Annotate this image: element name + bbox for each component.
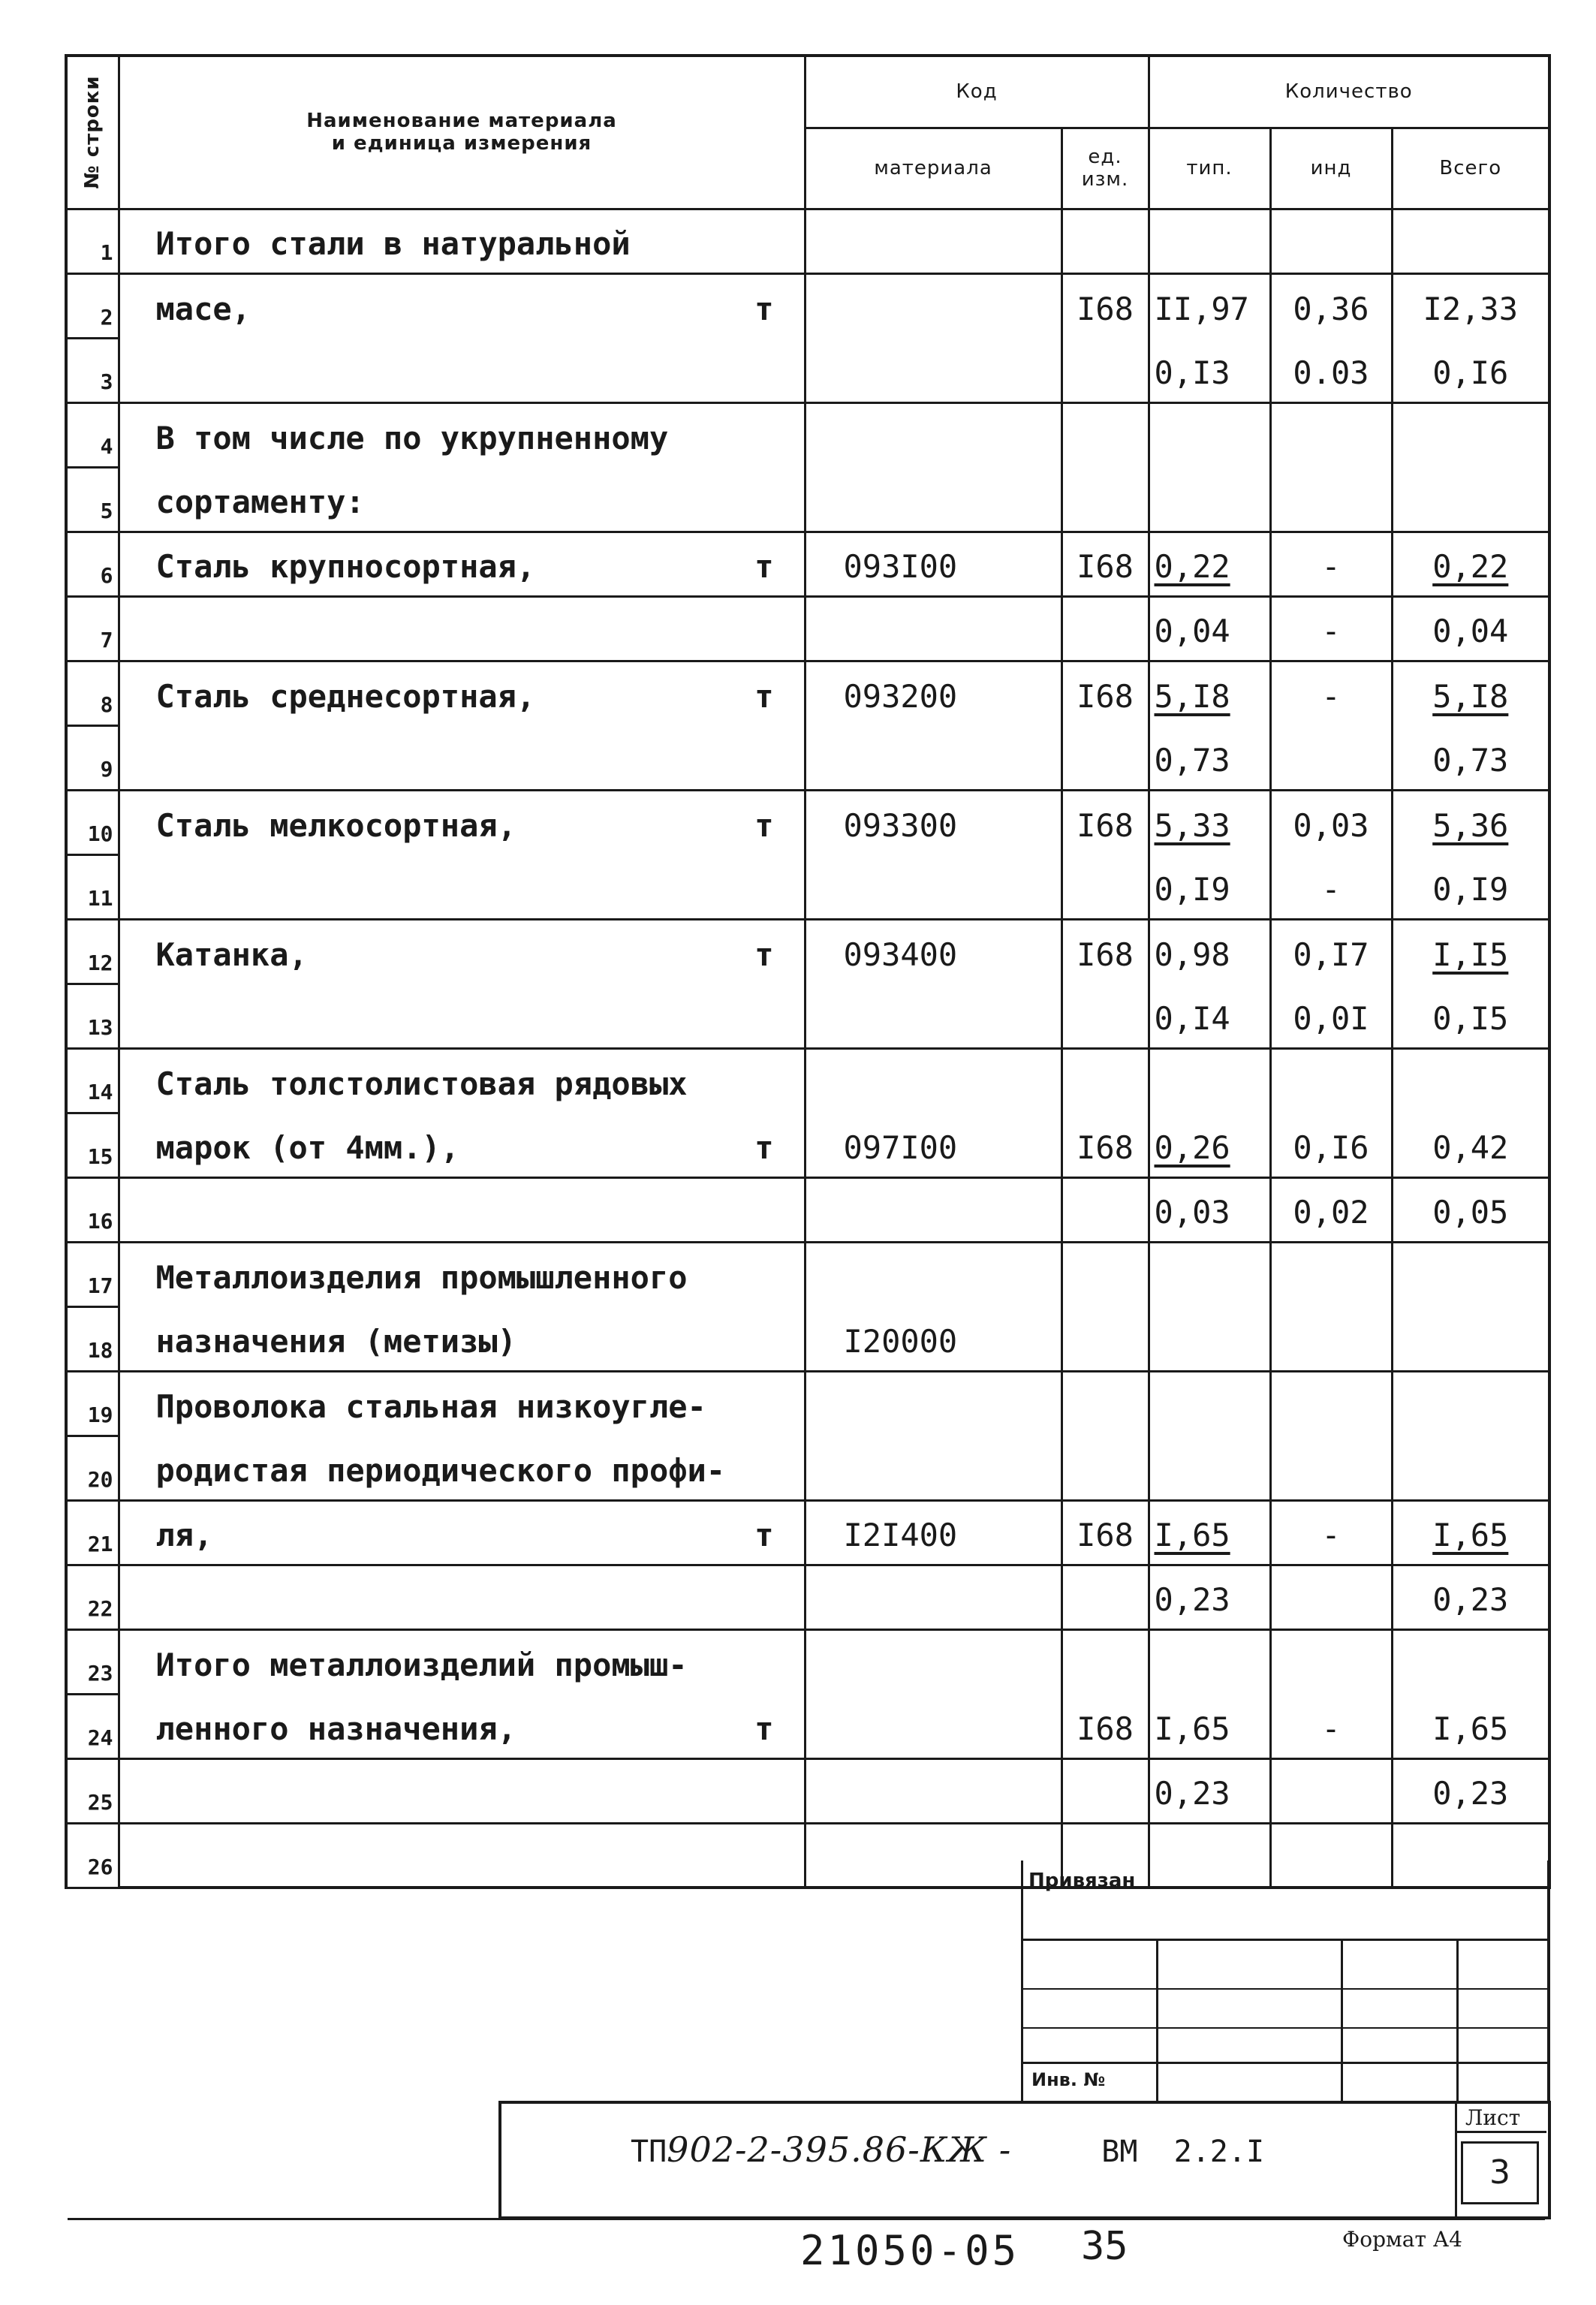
qty-total-value: I2,33	[1423, 291, 1518, 327]
qty-total	[1392, 984, 1549, 1048]
qty-typ	[1149, 532, 1270, 596]
qty-total	[1392, 467, 1549, 532]
material-name-cell	[119, 1500, 805, 1565]
material-code	[805, 1177, 1061, 1242]
material-name-cell	[119, 1758, 805, 1823]
header-typ: тип.	[1149, 128, 1270, 209]
material-name-cell	[119, 467, 805, 532]
material-code	[805, 1242, 1061, 1306]
material-name-cell	[119, 661, 805, 725]
doc-code-handwritten: 902-2-395.86-КЖ -	[667, 2129, 1012, 2170]
material-name: Сталь мелкосортная,	[155, 807, 516, 844]
row-number: 11	[66, 854, 119, 919]
qty-total-value: 5,36	[1432, 807, 1509, 844]
qty-typ	[1149, 1694, 1270, 1758]
unit-code: I68	[1061, 1113, 1149, 1177]
material-code	[805, 984, 1061, 1048]
material-name: ленного назначения,	[155, 1710, 516, 1747]
qty-typ-value: I,65	[1154, 1516, 1230, 1553]
unit-code	[1061, 1565, 1149, 1629]
unit-code	[1061, 402, 1149, 467]
table-row	[66, 984, 1549, 1048]
material-name-cell	[119, 1242, 805, 1306]
unit-code: I68	[1061, 1500, 1149, 1565]
qty-typ-value: II,97	[1154, 291, 1249, 327]
table-row	[66, 1694, 1549, 1758]
qty-typ	[1149, 1048, 1270, 1113]
row-number: 20	[66, 1436, 119, 1500]
unit-code	[1061, 1436, 1149, 1500]
bound-vline-2	[1341, 1939, 1343, 2101]
qty-total-value: I,65	[1432, 1710, 1509, 1747]
material-name-cell	[119, 919, 805, 984]
header-row-number	[66, 56, 119, 209]
unit-code	[1061, 596, 1149, 661]
material-code	[805, 1629, 1061, 1694]
row-number: 24	[66, 1694, 119, 1758]
bound-vline-3	[1456, 1939, 1459, 2101]
header-ind: инд	[1270, 128, 1392, 209]
qty-typ	[1149, 725, 1270, 790]
qty-total	[1392, 1048, 1549, 1113]
bound-block	[1021, 1861, 1550, 2101]
header-unit-line2: изм.	[1081, 168, 1129, 191]
unit-code: I68	[1061, 532, 1149, 596]
qty-ind: 0,02	[1270, 1177, 1392, 1242]
material-name-cell	[119, 725, 805, 790]
qty-ind	[1270, 1242, 1392, 1306]
unit-mark: т	[754, 936, 774, 973]
qty-total-value: 0,I9	[1432, 870, 1509, 908]
qty-total-value: 0,04	[1432, 612, 1509, 649]
qty-ind	[1270, 1306, 1392, 1371]
bound-label: Привязан	[1028, 1870, 1136, 1892]
material-name-cell	[119, 209, 805, 273]
page-number: 35	[1081, 2224, 1128, 2269]
qty-total	[1392, 725, 1549, 790]
row-number: 4	[66, 402, 119, 467]
row-number: 3	[66, 338, 119, 402]
qty-typ	[1149, 1758, 1270, 1823]
unit-code: I68	[1061, 919, 1149, 984]
table-body	[66, 209, 1549, 1888]
table-row	[66, 725, 1549, 790]
qty-ind	[1270, 1758, 1392, 1823]
row-number: 13	[66, 984, 119, 1048]
qty-typ	[1149, 1306, 1270, 1371]
qty-total	[1392, 1242, 1549, 1306]
document-designation	[631, 2129, 1264, 2170]
material-name: Итого металлоизделий промыш-	[155, 1647, 688, 1683]
qty-typ	[1149, 854, 1270, 919]
qty-total	[1392, 1436, 1549, 1500]
qty-typ-value: 0,73	[1154, 741, 1230, 779]
material-code: I2I400	[805, 1500, 1061, 1565]
qty-ind: 0.03	[1270, 338, 1392, 402]
qty-typ-value: 0,98	[1154, 936, 1230, 973]
qty-ind	[1270, 1629, 1392, 1694]
qty-typ-value: 0,23	[1154, 1580, 1230, 1618]
qty-typ	[1149, 1565, 1270, 1629]
qty-total	[1392, 661, 1549, 725]
qty-ind	[1270, 725, 1392, 790]
material-name: родистая периодического профи-	[155, 1451, 726, 1489]
qty-typ	[1149, 1242, 1270, 1306]
material-code: 093200	[805, 661, 1061, 725]
bound-vline-1	[1156, 1939, 1158, 2101]
material-code	[805, 1436, 1061, 1500]
unit-mark: т	[754, 1710, 774, 1747]
material-code	[805, 402, 1061, 467]
qty-total-value: I,65	[1432, 1516, 1509, 1553]
unit-code	[1061, 984, 1149, 1048]
table-row	[66, 1436, 1549, 1500]
archive-number: 21050-05	[800, 2227, 1020, 2274]
qty-total	[1392, 1565, 1549, 1629]
qty-ind	[1270, 1565, 1392, 1629]
qty-typ	[1149, 467, 1270, 532]
header-name-line2: и единица измерения	[331, 132, 592, 155]
qty-typ-value: 0,I9	[1154, 870, 1230, 908]
sheet-label-line	[1455, 2131, 1546, 2133]
material-name-cell	[119, 1113, 805, 1177]
material-name: Итого стали в натуральной	[155, 224, 631, 262]
qty-typ	[1149, 1177, 1270, 1242]
qty-total	[1392, 209, 1549, 273]
header-total: Всего	[1392, 128, 1549, 209]
qty-total	[1392, 402, 1549, 467]
qty-total-value: 0,I5	[1432, 999, 1509, 1037]
unit-mark: т	[754, 678, 774, 715]
table-row	[66, 467, 1549, 532]
material-name: назначения (метизы)	[155, 1322, 516, 1360]
unit-code	[1061, 1242, 1149, 1306]
material-name-cell	[119, 1048, 805, 1113]
row-number: 9	[66, 725, 119, 790]
qty-ind	[1270, 402, 1392, 467]
qty-ind: -	[1270, 596, 1392, 661]
unit-mark: т	[754, 547, 774, 585]
qty-typ-value: 0,I3	[1154, 354, 1230, 391]
material-code: 093300	[805, 790, 1061, 854]
material-code	[805, 596, 1061, 661]
material-name: Сталь крупносортная,	[155, 547, 536, 585]
qty-ind	[1270, 467, 1392, 532]
qty-total	[1392, 1500, 1549, 1565]
qty-total-value: I,I5	[1432, 936, 1509, 973]
row-number: 16	[66, 1177, 119, 1242]
unit-code: I68	[1061, 273, 1149, 338]
table-row	[66, 1177, 1549, 1242]
table-row	[66, 1565, 1549, 1629]
qty-ind: 0,36	[1270, 273, 1392, 338]
material-code	[805, 854, 1061, 919]
material-name: Сталь толстолистовая рядовых	[155, 1065, 688, 1102]
qty-total-value: 0,23	[1432, 1774, 1509, 1812]
unit-mark: т	[754, 807, 774, 844]
qty-typ	[1149, 1500, 1270, 1565]
table-row	[66, 854, 1549, 919]
unit-code	[1061, 1048, 1149, 1113]
qty-total	[1392, 1371, 1549, 1436]
material-code	[805, 1048, 1061, 1113]
qty-total	[1392, 1758, 1549, 1823]
unit-mark: т	[754, 291, 774, 327]
qty-typ	[1149, 273, 1270, 338]
qty-typ-value: 5,33	[1154, 807, 1230, 844]
material-name: Проволока стальная низкоугле-	[155, 1388, 706, 1425]
row-number: 23	[66, 1629, 119, 1694]
unit-code	[1061, 1177, 1149, 1242]
qty-typ	[1149, 1371, 1270, 1436]
header-name-line1: Наименование материала	[306, 110, 617, 133]
qty-typ	[1149, 661, 1270, 725]
qty-total	[1392, 273, 1549, 338]
material-code	[805, 1758, 1061, 1823]
material-name-cell	[119, 402, 805, 467]
inventory-label: Инв. №	[1031, 2069, 1106, 2090]
unit-code	[1061, 725, 1149, 790]
material-name-cell	[119, 532, 805, 596]
material-code: 097I00	[805, 1113, 1061, 1177]
qty-typ	[1149, 338, 1270, 402]
row-number: 26	[66, 1823, 119, 1888]
doc-prefix: ТП	[631, 2135, 667, 2169]
table-row	[66, 1629, 1549, 1694]
qty-typ	[1149, 790, 1270, 854]
row-number: 6	[66, 532, 119, 596]
material-name-cell	[119, 338, 805, 402]
material-name-cell	[119, 1306, 805, 1371]
material-name-cell	[119, 1177, 805, 1242]
material-code	[805, 209, 1061, 273]
table-row	[66, 661, 1549, 725]
unit-code	[1061, 854, 1149, 919]
qty-typ	[1149, 209, 1270, 273]
unit-code	[1061, 338, 1149, 402]
header-material: материала	[805, 128, 1061, 209]
qty-total	[1392, 1177, 1549, 1242]
qty-typ-value: 0,26	[1154, 1128, 1230, 1166]
qty-total	[1392, 596, 1549, 661]
qty-total-value: 0,I6	[1432, 354, 1509, 391]
header-unit-line1: ед.	[1088, 146, 1122, 168]
qty-total	[1392, 338, 1549, 402]
row-number: 17	[66, 1242, 119, 1306]
qty-ind: 0,I6	[1270, 1113, 1392, 1177]
qty-ind	[1270, 1436, 1392, 1500]
table-row	[66, 402, 1549, 467]
unit-code	[1061, 1629, 1149, 1694]
qty-ind: -	[1270, 1694, 1392, 1758]
qty-total-value: 0,73	[1432, 741, 1509, 779]
format-label: Формат А4	[1342, 2227, 1462, 2252]
qty-ind: -	[1270, 661, 1392, 725]
qty-typ-value: 0,04	[1154, 612, 1230, 649]
qty-typ-value: I,65	[1154, 1710, 1230, 1747]
material-name-cell	[119, 1629, 805, 1694]
material-name: Металлоизделия промышленного	[155, 1259, 688, 1296]
row-number: 5	[66, 467, 119, 532]
qty-typ	[1149, 596, 1270, 661]
qty-typ-value: 0,23	[1154, 1774, 1230, 1812]
qty-ind: -	[1270, 1500, 1392, 1565]
row-number: 15	[66, 1113, 119, 1177]
table-row	[66, 273, 1549, 338]
qty-total	[1392, 1629, 1549, 1694]
material-name-cell	[119, 1436, 805, 1500]
material-name: марок (от 4мм.),	[155, 1128, 460, 1166]
material-code	[805, 273, 1061, 338]
material-name: Катанка,	[155, 936, 308, 973]
bound-line-4	[1021, 2062, 1548, 2064]
unit-code: I68	[1061, 1694, 1149, 1758]
header-unit	[1061, 128, 1149, 209]
material-code	[805, 338, 1061, 402]
table-row	[66, 1048, 1549, 1113]
doc-suffix: ВМ 2.2.I	[1101, 2135, 1265, 2169]
table-row	[66, 919, 1549, 984]
material-name: масе,	[155, 291, 251, 327]
qty-ind	[1270, 1048, 1392, 1113]
unit-code	[1061, 1306, 1149, 1371]
header-code: Код	[805, 56, 1149, 128]
qty-total	[1392, 1113, 1549, 1177]
material-name: сортаменту:	[155, 483, 365, 520]
qty-total-value: 5,I8	[1432, 678, 1509, 715]
qty-typ-value: 0,I4	[1154, 999, 1230, 1037]
table-row	[66, 1500, 1549, 1565]
table-row	[66, 1113, 1549, 1177]
qty-total-value: 0,23	[1432, 1580, 1509, 1618]
qty-total	[1392, 1694, 1549, 1758]
material-code	[805, 1694, 1061, 1758]
material-code	[805, 1371, 1061, 1436]
material-table	[65, 54, 1548, 1889]
sheet-label: Лист	[1465, 2105, 1521, 2130]
row-number: 7	[66, 596, 119, 661]
qty-total-value: 0,22	[1432, 547, 1509, 585]
table-row	[66, 1242, 1549, 1306]
sheet-separator	[1455, 2101, 1457, 2216]
row-number: 2	[66, 273, 119, 338]
bottom-rule	[68, 2218, 1545, 2220]
bound-line-2	[1021, 1988, 1548, 1990]
row-number: 8	[66, 661, 119, 725]
row-number: 18	[66, 1306, 119, 1371]
material-code	[805, 467, 1061, 532]
qty-total-value: 0,42	[1432, 1128, 1509, 1166]
header-name	[119, 56, 805, 209]
table-row	[66, 338, 1549, 402]
qty-ind	[1270, 1371, 1392, 1436]
material-name-cell	[119, 984, 805, 1048]
material-code	[805, 1565, 1061, 1629]
material-name-cell	[119, 790, 805, 854]
table-row	[66, 532, 1549, 596]
qty-typ	[1149, 1436, 1270, 1500]
qty-typ-value: 5,I8	[1154, 678, 1230, 715]
qty-typ-value: 0,22	[1154, 547, 1230, 585]
unit-mark: т	[754, 1516, 774, 1553]
material-name-cell	[119, 273, 805, 338]
qty-typ	[1149, 402, 1270, 467]
qty-total	[1392, 790, 1549, 854]
unit-code	[1061, 209, 1149, 273]
qty-ind	[1270, 209, 1392, 273]
qty-total	[1392, 532, 1549, 596]
qty-typ	[1149, 1629, 1270, 1694]
unit-mark: т	[754, 1128, 774, 1166]
row-number: 19	[66, 1371, 119, 1436]
bound-line-1	[1021, 1939, 1548, 1941]
unit-code	[1061, 467, 1149, 532]
material-name-cell	[119, 1694, 805, 1758]
qty-ind: 0,03	[1270, 790, 1392, 854]
table-row	[66, 1758, 1549, 1823]
row-number: 10	[66, 790, 119, 854]
qty-typ	[1149, 984, 1270, 1048]
qty-ind: -	[1270, 532, 1392, 596]
material-name: В том числе по укрупненному	[155, 420, 669, 456]
qty-typ-value: 0,03	[1154, 1193, 1230, 1231]
row-number: 22	[66, 1565, 119, 1629]
bound-line-3	[1021, 2027, 1548, 2029]
row-number: 25	[66, 1758, 119, 1823]
material-code: I20000	[805, 1306, 1061, 1371]
qty-total-value: 0,05	[1432, 1193, 1509, 1231]
header-quantity: Количество	[1149, 56, 1549, 128]
qty-ind: 0,0I	[1270, 984, 1392, 1048]
material-name-cell	[119, 596, 805, 661]
table-row	[66, 1306, 1549, 1371]
material-name-cell	[119, 1823, 805, 1888]
table-row	[66, 1371, 1549, 1436]
qty-ind: -	[1270, 854, 1392, 919]
qty-total	[1392, 854, 1549, 919]
qty-typ	[1149, 1113, 1270, 1177]
unit-code: I68	[1061, 661, 1149, 725]
unit-code	[1061, 1371, 1149, 1436]
material-name-cell	[119, 854, 805, 919]
table-row	[66, 790, 1549, 854]
table-row	[66, 596, 1549, 661]
material-name-cell	[119, 1565, 805, 1629]
material-name: ля,	[155, 1516, 213, 1553]
row-number: 21	[66, 1500, 119, 1565]
header-row-number-label: № строки	[81, 75, 104, 189]
material-name-cell	[119, 1371, 805, 1436]
table-row	[66, 209, 1549, 273]
material-code: 093400	[805, 919, 1061, 984]
material-code	[805, 725, 1061, 790]
sheet-number: 3	[1461, 2141, 1539, 2204]
qty-total	[1392, 1306, 1549, 1371]
row-number: 12	[66, 919, 119, 984]
material-name: Сталь среднесортная,	[155, 678, 536, 715]
qty-total	[1392, 919, 1549, 984]
qty-typ	[1149, 919, 1270, 984]
unit-code	[1061, 1758, 1149, 1823]
unit-code: I68	[1061, 790, 1149, 854]
row-number: 14	[66, 1048, 119, 1113]
row-number: 1	[66, 209, 119, 273]
material-code: 093I00	[805, 532, 1061, 596]
qty-ind: 0,I7	[1270, 919, 1392, 984]
